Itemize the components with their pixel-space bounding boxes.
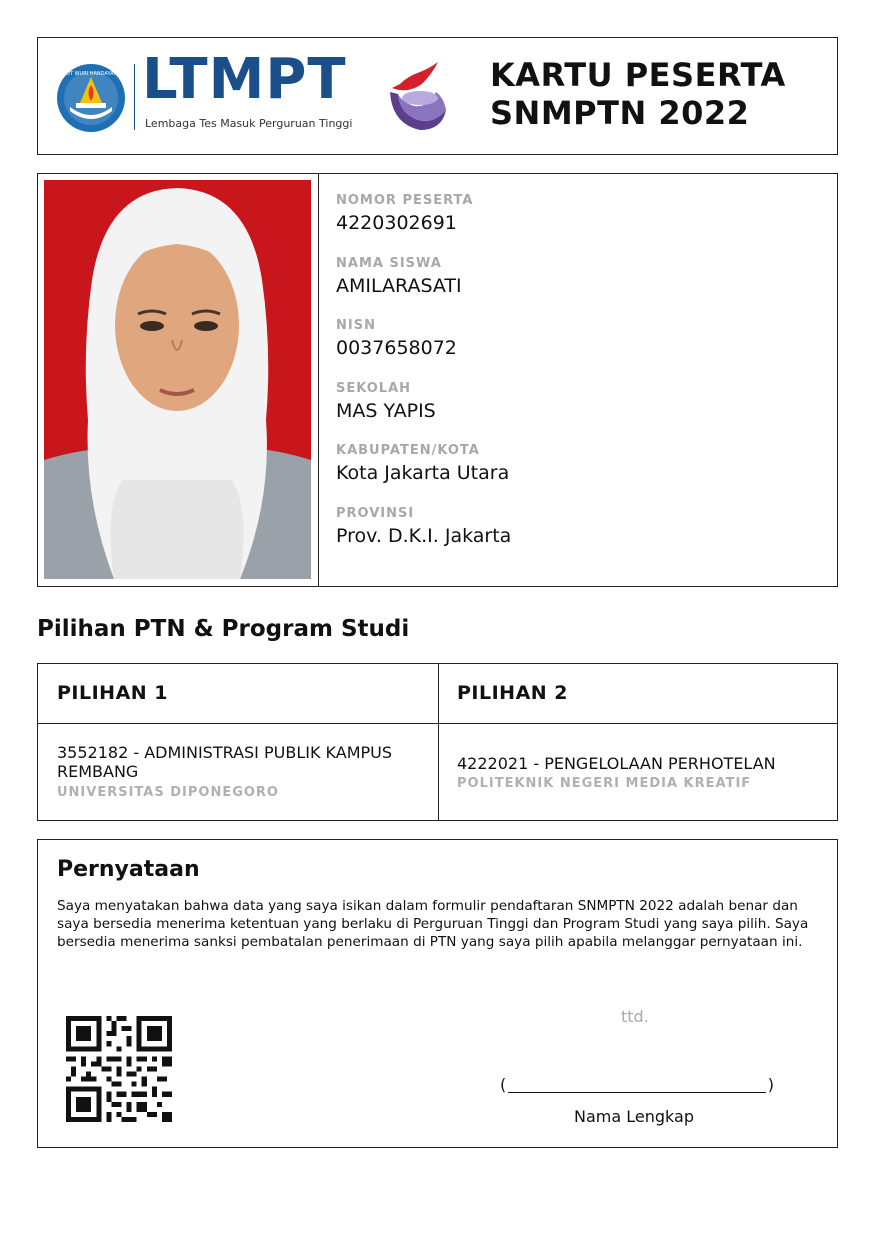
signature-rule <box>508 1092 766 1093</box>
field-nama-siswa <box>336 255 816 318</box>
field-value: Prov. D.K.I. Jakarta <box>336 524 512 547</box>
logo-divider <box>134 64 135 130</box>
student-photo <box>44 180 311 579</box>
field-label: KABUPATEN/KOTA <box>336 443 480 458</box>
ttd-label: ttd. <box>621 1007 649 1026</box>
field-value: MAS YAPIS <box>336 399 436 422</box>
nama-lengkap-label: Nama Lengkap <box>574 1107 694 1126</box>
signature-open-paren: ( <box>500 1075 507 1094</box>
field-label: NAMA SISWA <box>336 255 442 271</box>
student-fields <box>336 192 816 567</box>
ltmpt-logo-text: LTMPT <box>142 47 347 112</box>
field-label: PROVINSI <box>336 505 415 521</box>
choice-prodi: 4222021 - PENGELOLAAN PERHOTELAN <box>457 754 776 773</box>
field-label: NOMOR PESERTA <box>336 193 474 208</box>
field-value: AMILARASATI <box>336 274 462 297</box>
signature-close-paren: ) <box>767 1075 774 1094</box>
card-title-line1: KARTU PESERTA <box>490 56 786 94</box>
choice-header <box>438 664 838 724</box>
field-value: 0037658072 <box>336 337 457 359</box>
tutwuri-logo-text: TUT WURI HANDAYANI <box>63 71 119 77</box>
choices-table <box>37 663 838 821</box>
ltmpt-logo-subtitle: Lembaga Tes Masuk Perguruan Tinggi <box>145 117 353 130</box>
choice-ptn: POLITEKNIK NEGERI MEDIA KREATIF <box>457 776 752 791</box>
field-label: SEKOLAH <box>336 380 412 396</box>
statement-title: Pernyataan <box>57 857 200 882</box>
card-title-line2: SNMPTN 2022 <box>490 94 750 132</box>
student-info-panel <box>37 173 838 587</box>
photo-frame <box>38 174 319 586</box>
field-provinsi <box>336 505 816 568</box>
choices-section-title: Pilihan PTN & Program Studi <box>37 616 410 642</box>
field-nisn <box>336 317 816 380</box>
field-kabupaten-kota <box>336 442 816 505</box>
qr-code <box>66 1016 172 1122</box>
choice-ptn: UNIVERSITAS DIPONEGORO <box>57 785 279 800</box>
tut-wuri-handayani-logo <box>56 63 126 133</box>
statement-panel <box>37 839 838 1148</box>
choice-prodi: 3552182 - ADMINISTRASI PUBLIK KAMPUS REMBANG <box>57 743 393 781</box>
card-title <box>490 56 786 132</box>
signature-line <box>500 1075 774 1093</box>
snmptn-swoosh-logo <box>378 58 450 136</box>
choice-header-label: PILIHAN 2 <box>457 682 569 704</box>
field-value: 4220302691 <box>336 212 457 234</box>
choice-header-label: PILIHAN 1 <box>57 682 169 704</box>
field-value: Kota Jakarta Utara <box>336 462 510 484</box>
choice-header <box>38 664 438 724</box>
card-header <box>37 37 838 155</box>
choice-column-1 <box>38 664 439 820</box>
field-label: NISN <box>336 318 376 333</box>
choice-column-2 <box>438 664 838 820</box>
field-sekolah <box>336 380 816 443</box>
statement-text: Saya menyatakan bahwa data yang saya isikan dalam formulir pendaftaran SNMPTN 2022 adalah benar dan saya bersedia menerima ketentuan yang berlaku di Perguruan Tinggi dan Program Studi yang saya pilih. Saya bersedia menerima sanksi pembatalan penerimaan di PTN yang saya pilih apabila melanggar pernyataan ini. <box>57 898 809 951</box>
field-nomor-peserta <box>336 192 816 255</box>
